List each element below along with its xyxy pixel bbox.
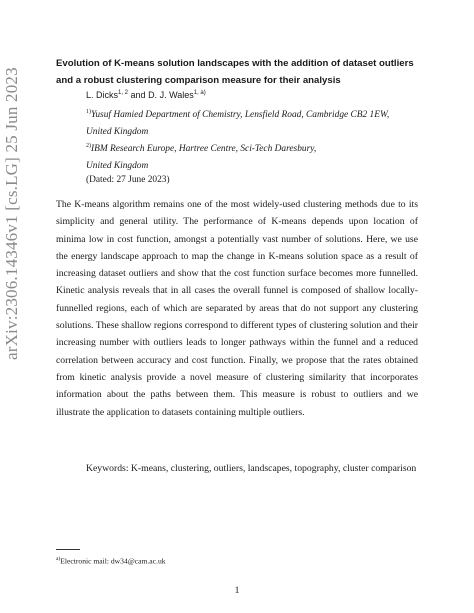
- affiliation-marker: 2): [86, 143, 91, 149]
- author-joiner: and: [128, 90, 149, 100]
- author-name: D. J. Wales: [148, 90, 194, 100]
- affiliation-line: IBM Research Europe, Hartree Centre, Sci-Tech Daresbury,: [91, 144, 317, 155]
- author-affil-marker: 1, a): [193, 90, 206, 96]
- author-name: L. Dicks: [86, 90, 119, 100]
- author-affil-marker: 1, 2: [118, 90, 129, 96]
- affiliation: [86, 104, 446, 141]
- dated-line: (Dated: 27 June 2023): [86, 175, 170, 185]
- affiliation-line: United Kingdom: [86, 161, 149, 172]
- keywords: Keywords: K-means, clustering, outliers, landscapes, topography, cluster comparison: [86, 463, 417, 474]
- arxiv-stamp: arXiv:2306.14346v1 [cs.LG] 25 Jun 2023: [2, 67, 21, 360]
- footnote: [56, 556, 166, 566]
- affiliation-marker: 1): [86, 109, 91, 115]
- footnote-text: Electronic mail: dw34@cam.ac.uk: [60, 556, 166, 566]
- footnote-rule: [56, 549, 80, 550]
- author-list: [86, 90, 206, 100]
- affiliation-line: United Kingdom: [86, 127, 149, 138]
- affiliation: [86, 138, 446, 175]
- paper-title: Evolution of K-means solution landscapes with the addition of dataset outliers and a robust clustering comparison measure for their analysis: [56, 58, 414, 86]
- abstract: The K-means algorithm remains one of the most widely-used clustering methods due to its simplicity and general utility. The performance of K-means depends upon location of minima low in cost function, amongst a potentially vast number of solutions. Here, we use the energy landscape approach to map the change in K-means solution space as a result of increasing dataset outliers and show that the cost function surface becomes more funnelled. Kinetic analysis reveals that in all cases the overall funnel is composed of shallow locally-funnelled regions, each of which are separated by areas that do not support any clustering solutions. These shallow regions correspond to different types of clustering solution and their increasing number with outliers leads to longer pathways within the funnel and a reduced correlation between accuracy and cost function. Finally, we propose that the rates obtained from kinetic analysis provide a novel measure of clustering similarity that incorporates information about the paths between them. This measure is robust to outliers and we illustrate the application to datasets containing multiple outliers.: [56, 199, 418, 418]
- affiliation-line: Yusuf Hamied Department of Chemistry, Lensfield Road, Cambridge CB2 1EW,: [91, 110, 390, 121]
- page-number: 1: [234, 585, 240, 596]
- footnote-marker: a): [56, 556, 61, 562]
